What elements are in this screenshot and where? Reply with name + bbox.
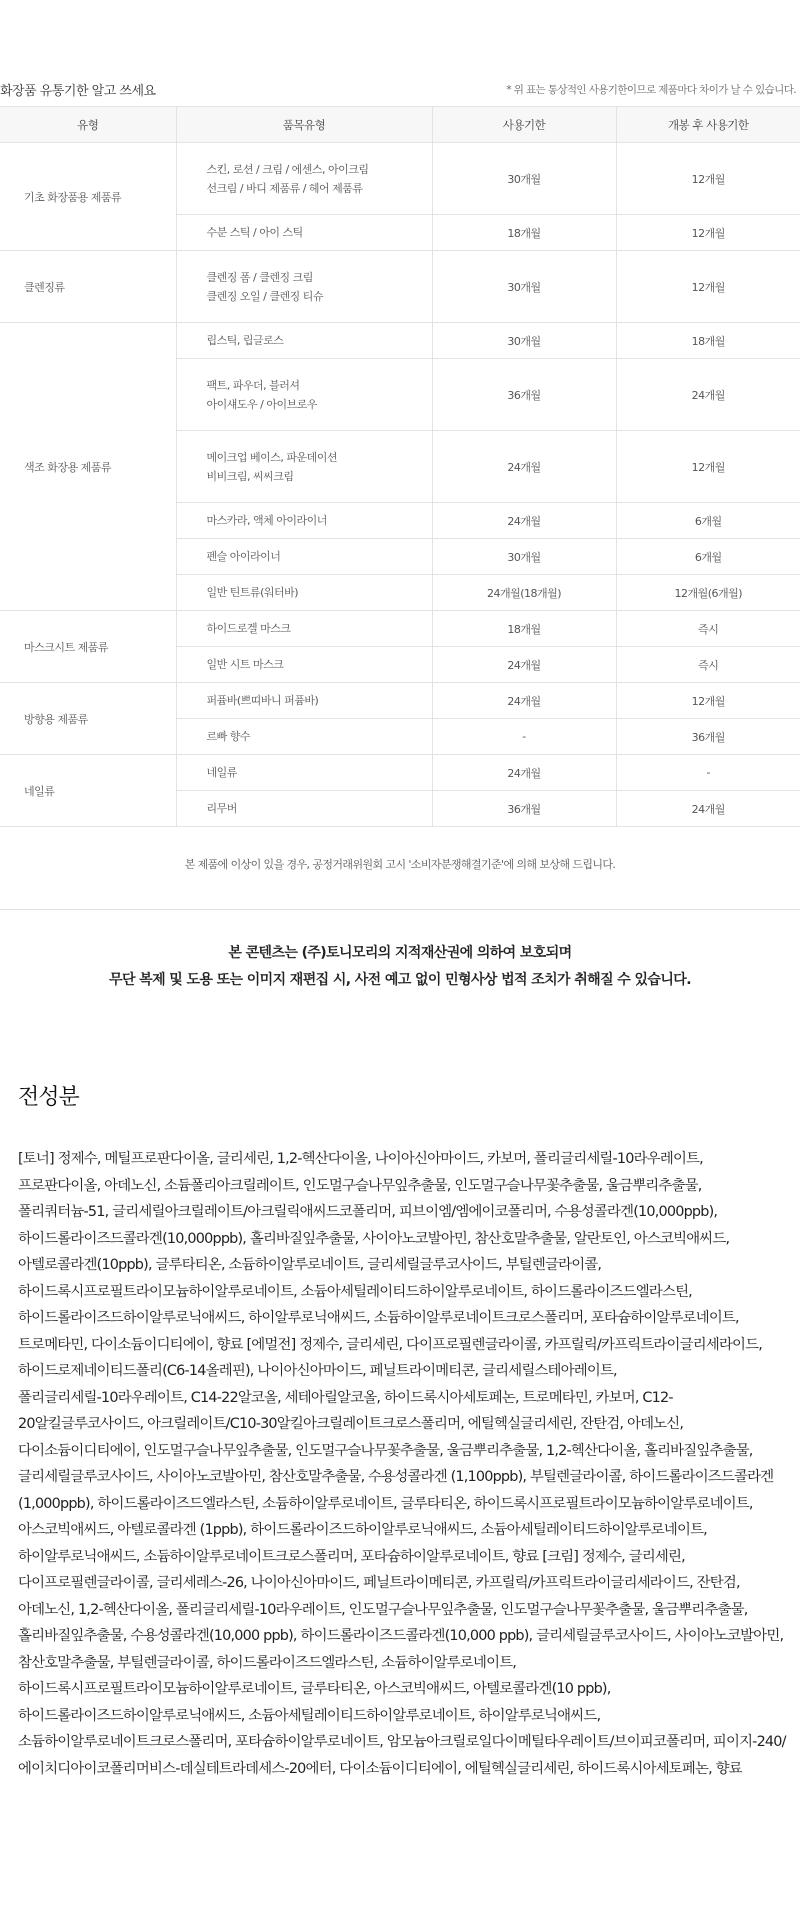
category-cell: 클렌징류: [0, 251, 176, 323]
item-cell: 스킨, 로션 / 크림 / 에센스, 아이크림 선크림 / 바디 제품류 / 헤어 제품류: [176, 143, 432, 215]
column-header-after-opening: 개봉 후 사용기한: [616, 107, 800, 143]
shelf-life-header: [0, 80, 800, 104]
shelf-life-cell: 18개월: [432, 611, 616, 647]
opened-life-cell: 24개월: [616, 359, 800, 431]
shelf-life-cell: -: [432, 719, 616, 755]
item-cell: 팩트, 파우더, 블러셔 아이섀도우 / 아이브로우: [176, 359, 432, 431]
shelf-life-cell: 24개월(18개월): [432, 575, 616, 611]
shelf-life-cell: 30개월: [432, 323, 616, 359]
opened-life-cell: 6개월: [616, 503, 800, 539]
shelf-life-cell: 24개월: [432, 431, 616, 503]
item-cell: 리무버: [176, 791, 432, 827]
item-cell: 르빠 향수: [176, 719, 432, 755]
item-cell: 일반 시트 마스크: [176, 647, 432, 683]
shelf-life-cell: 24개월: [432, 503, 616, 539]
shelf-life-cell: 18개월: [432, 215, 616, 251]
item-cell: 클렌징 폼 / 클렌징 크림 클렌징 오일 / 클렌징 티슈: [176, 251, 432, 323]
table-header-row: [0, 107, 800, 143]
opened-life-cell: 즉시: [616, 647, 800, 683]
shelf-life-cell: 24개월: [432, 755, 616, 791]
shelf-life-table: [0, 106, 800, 827]
item-cell: 일반 틴트류(워터바): [176, 575, 432, 611]
copyright-line-2: 무단 복제 및 도용 또는 이미지 재편집 시, 사전 예고 없이 민형사상 법적 조치가 취해질 수 있습니다.: [109, 972, 691, 988]
category-cell: 색조 화장용 제품류: [0, 323, 176, 611]
opened-life-cell: 12개월: [616, 683, 800, 719]
opened-life-cell: 12개월: [616, 143, 800, 215]
item-cell: 하이드로겔 마스크: [176, 611, 432, 647]
category-cell: 기초 화장품용 제품류: [0, 143, 176, 251]
opened-life-cell: 12개월(6개월): [616, 575, 800, 611]
opened-life-cell: 36개월: [616, 719, 800, 755]
shelf-life-cell: 30개월: [432, 143, 616, 215]
opened-life-cell: 18개월: [616, 323, 800, 359]
shelf-life-cell: 24개월: [432, 647, 616, 683]
column-header-type: 유형: [0, 107, 176, 143]
item-cell: 메이크업 베이스, 파운데이션 비비크림, 씨씨크림: [176, 431, 432, 503]
item-cell: 마스카라, 액체 아이라이너: [176, 503, 432, 539]
shelf-life-cell: 30개월: [432, 539, 616, 575]
ingredients-title: 전성분: [18, 1085, 79, 1110]
opened-life-cell: 12개월: [616, 215, 800, 251]
shelf-life-cell: 24개월: [432, 683, 616, 719]
table-row: [0, 143, 800, 215]
section-divider: [0, 909, 800, 910]
shelf-life-cell: 36개월: [432, 359, 616, 431]
copyright-notice: [0, 940, 800, 994]
shelf-life-cell: 36개월: [432, 791, 616, 827]
table-row: [0, 251, 800, 323]
opened-life-cell: 12개월: [616, 251, 800, 323]
category-cell: 방향용 제품류: [0, 683, 176, 755]
column-header-item-type: 품목유형: [176, 107, 432, 143]
table-row: [0, 611, 800, 647]
opened-life-cell: 6개월: [616, 539, 800, 575]
item-cell: 수분 스틱 / 아이 스틱: [176, 215, 432, 251]
column-header-shelf-life: 사용기한: [432, 107, 616, 143]
category-cell: 네일류: [0, 755, 176, 827]
item-cell: 퍼퓸바(쁘띠바니 퍼퓸바): [176, 683, 432, 719]
item-cell: 네일류: [176, 755, 432, 791]
category-cell: 마스크시트 제품류: [0, 611, 176, 683]
opened-life-cell: 12개월: [616, 431, 800, 503]
opened-life-cell: -: [616, 755, 800, 791]
opened-life-cell: 24개월: [616, 791, 800, 827]
ingredients-list: [토너] 정제수, 메틸프로판다이올, 글리세린, 1,2-헥산다이올, 나이아신아마이드, 카보머, 폴리글리세릴-10라우레이트, 프로판다이올, 아데노신, 소듐폴리아크릴레이트, 인도멀구슬나무잎추출물, 인도멀구슬나무꽃추출물, 울금뿌리추출물, 폴리쿼터늄-51, 글리세릴아크릴레이트/아크릴릭애씨드코폴리머, 피브이엠/엠에이코폴리머, 수용성콜라겐(10,000ppb), 하이드롤라이즈드콜라겐(10,000ppb), 홀리바질잎추출물, 사이아노코발아민, 참산호말추출물, 알란토인, 아스코빅애씨드, 아텔로콜라겐(10ppb), 글루타티온, 소듐하이알루로네이트, 글리세릴글루코사이드, 부틸렌글라이콜, 하이드록시프로필트라이모늄하이알루로네이트, 소듐아세틸레이티드하이알루로네이트, 하이드롤라이즈드엘라스틴, 하이드롤라이즈드하이알루로닉애씨드, 하이알루로닉애씨드, 소듐하이알루로네이트크로스폴리머, 포타슘하이알루로네이트, 트로메타민, 다이소듐이디티에이, 향료 [에멀전] 정제수, 글리세린, 다이프로필렌글라이콜, 카프릴릭/카프릭트라이글리세라이드, 하이드로제네이티드폴리(C6-14올레핀), 나이아신아마이드, 페닐트라이메티콘, 글리세릴스테아레이트, 폴리글리세릴-10라우레이트, C14-22알코올, 세테아릴알코올, 하이드록시아세토페논, 트로메타민, 카보머, C12-20알킬글루코사이드, 아크릴레이트/C10-30알킬아크릴레이트크로스폴리머, 에틸헥실글리세린, 잔탄검, 아데노신, 다이소듐이디티에이, 인도멀구슬나무잎추출물, 인도멀구슬나무꽃추출물, 울금뿌리추출물, 1,2-헥산다이올, 홀리바질잎추출물, 글리세릴글루코사이드, 사이아노코발아민, 참산호말추출물, 수용성콜라겐 (1,100ppb), 부틸렌글라이콜, 하이드롤라이즈드콜라겐 (1,000ppb), 하이드롤라이즈드엘라스틴, 소듐하이알루로네이트, 글루타티온, 하이드록시프로필트라이모늄하이알루로네이트, 아스코빅애씨드, 아텔로콜라겐 (1ppb), 하이드롤라이즈드하이알루로닉애씨드, 소듐아세틸레이티드하이알루로네이트, 하이알루로닉애씨드, 소듐하이알루로네이트크로스폴리머, 포타슘하이알루로네이트, 향료 [크림] 정제수, 글리세린, 다이프로필렌글라이콜, 글리세레스-26, 나이아신아마이드, 페닐트라이메티콘, 카프릴릭/카프릭트라이글리세라이드, 잔탄검, 아데노신, 1,2-헥산다이올, 폴리글리세릴-10라우레이트, 인도멀구슬나무잎추출물, 인도멀구슬나무꽃추출물, 울금뿌리추출물, 홀리바질잎추출물, 수용성콜라겐(10,000 ppb), 하이드롤라이즈드콜라겐(10,000 ppb), 글리세릴글루코사이드, 사이아노코발아민, 참산호말추출물, 부틸렌글라이콜, 하이드롤라이즈드엘라스틴, 소듐하이알루로네이트, 하이드록시프로필트라이모늄하이알루로네이트, 글루타티온, 아스코빅애씨드, 아텔로콜라겐(10 ppb), 하이드롤라이즈드하이알루로닉애씨드, 소듐아세틸레이티드하이알루로네이트, 하이알루로닉애씨드, 소듐하이알루로네이트크로스폴리머, 포타슘하이알루로네이트, 암모늄아크릴로일다이메틸타우레이트/브이피코폴리머, 피이지-240/에이치디아이코폴리머비스-데실테트라데세스-20에터, 다이소듐이디티에이, 에틸헥실글리세린, 하이드록시아세토페논, 향료: [18, 1151, 786, 1777]
item-cell: 립스틱, 립글로스: [176, 323, 432, 359]
table-row: [0, 755, 800, 791]
compensation-notice: 본 제품에 이상이 있을 경우, 공정거래위원회 고시 '소비자분쟁해결기준'에 의해 보상해 드립니다.: [184, 858, 616, 871]
shelf-life-cell: 30개월: [432, 251, 616, 323]
table-disclaimer: * 위 표는 통상적인 사용기한이므로 제품마다 차이가 날 수 있습니다.: [506, 84, 796, 96]
table-row: [0, 683, 800, 719]
item-cell: 펜슬 아이라이너: [176, 539, 432, 575]
section-title: 화장품 유통기한 알고 쓰세요: [0, 84, 156, 99]
opened-life-cell: 즉시: [616, 611, 800, 647]
table-row: [0, 323, 800, 359]
copyright-line-1: 본 콘텐츠는 (주)토니모리의 지적재산권에 의하여 보호되며: [228, 945, 572, 961]
